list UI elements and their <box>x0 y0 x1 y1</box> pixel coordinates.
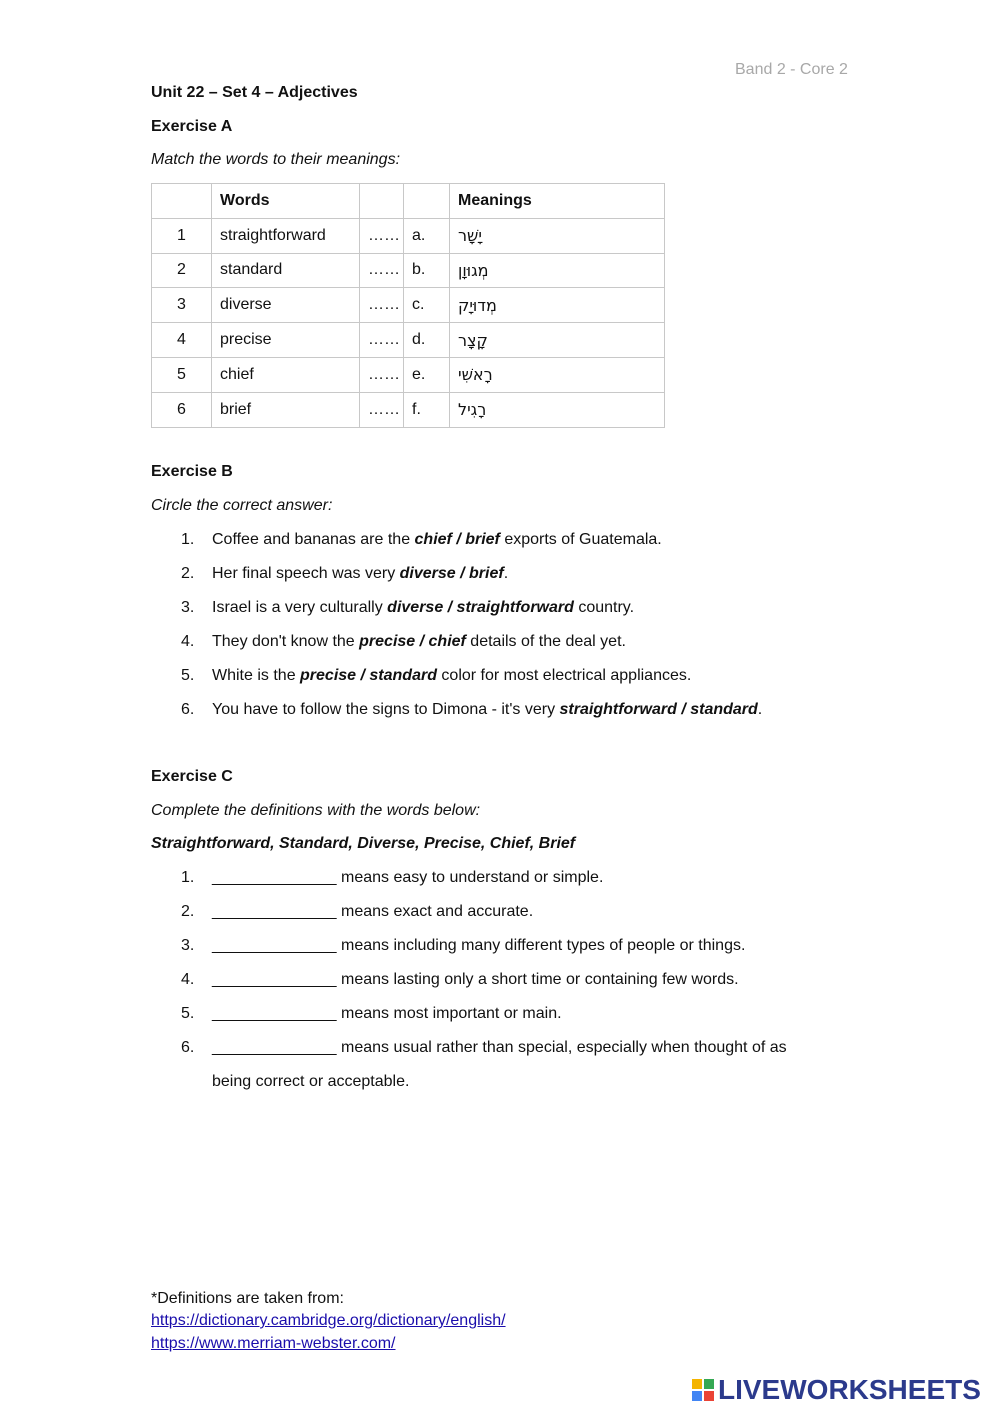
answer-choice[interactable]: chief / brief <box>414 531 500 548</box>
exercise-a-heading: Exercise A <box>151 118 233 135</box>
item-number: 6. <box>181 1039 195 1056</box>
item-number: 3. <box>181 599 195 616</box>
header-cell-words: Words <box>212 184 360 219</box>
table-row <box>152 357 665 392</box>
exercise-c-heading: Exercise C <box>151 768 233 785</box>
row-meaning: רָגִיל <box>450 392 665 427</box>
merriam-webster-link[interactable]: https://www.merriam-webster.com/ <box>151 1335 396 1352</box>
matching-table <box>151 183 665 428</box>
header-cell-meanings: Meanings <box>450 184 665 219</box>
row-letter: e. <box>404 357 450 392</box>
item-sentence: Coffee and bananas are the chief / brief exports of Guatemala. <box>212 531 662 548</box>
row-answer-blank[interactable]: …… <box>360 392 404 427</box>
row-meaning: רָאשִׁי <box>450 357 665 392</box>
table-header-row <box>152 184 665 219</box>
row-num: 3 <box>152 288 212 323</box>
item-number: 2. <box>181 903 195 920</box>
item-sentence: Israel is a very culturally diverse / straightforward country. <box>212 599 635 616</box>
item-number: 3. <box>181 937 195 954</box>
liveworksheets-logo <box>692 1375 981 1405</box>
table-row <box>152 323 665 358</box>
item-number: 1. <box>181 869 195 886</box>
answer-blank[interactable]: ______________ <box>212 1005 337 1022</box>
row-meaning: מְגוּוָן <box>450 253 665 288</box>
table-row <box>152 392 665 427</box>
row-meaning: קָצָר <box>450 323 665 358</box>
answer-choice[interactable]: diverse / brief <box>399 565 504 582</box>
header-cell-num <box>152 184 212 219</box>
row-num: 5 <box>152 357 212 392</box>
answer-choice[interactable]: straightforward / standard <box>559 701 758 718</box>
logo-text: LIVEWORKSHEETS <box>718 1374 981 1405</box>
item-sentence: White is the precise / standard color for most electrical appliances. <box>212 667 692 684</box>
item-number: 4. <box>181 971 195 988</box>
word-bank: Straightforward, Standard, Diverse, Precise, Chief, Brief <box>151 835 576 852</box>
item-number: 5. <box>181 667 195 684</box>
item-number: 4. <box>181 633 195 650</box>
answer-blank[interactable]: ______________ <box>212 869 337 886</box>
answer-choice[interactable]: precise / chief <box>359 633 466 650</box>
row-meaning: מְדוּיָק <box>450 288 665 323</box>
answer-blank[interactable]: ______________ <box>212 903 337 920</box>
definition-text: means exact and accurate. <box>336 903 534 920</box>
exercise-b-instruction: Circle the correct answer: <box>151 497 333 514</box>
row-num: 2 <box>152 253 212 288</box>
item-number: 1. <box>181 531 195 548</box>
row-word: precise <box>212 323 360 358</box>
logo-grid-icon <box>692 1379 714 1401</box>
row-letter: c. <box>404 288 450 323</box>
row-letter: d. <box>404 323 450 358</box>
header-cell-blank <box>360 184 404 219</box>
item-sentence: They don't know the precise / chief details of the deal yet. <box>212 633 626 650</box>
exercise-c-instruction: Complete the definitions with the words below: <box>151 802 481 819</box>
row-answer-blank[interactable]: …… <box>360 253 404 288</box>
row-word: brief <box>212 392 360 427</box>
table-row <box>152 253 665 288</box>
row-word: standard <box>212 253 360 288</box>
row-num: 6 <box>152 392 212 427</box>
row-num: 1 <box>152 218 212 253</box>
answer-choice[interactable]: diverse / straightforward <box>387 599 574 616</box>
table-row <box>152 288 665 323</box>
row-answer-blank[interactable]: …… <box>360 323 404 358</box>
header-tag: Band 2 - Core 2 <box>735 61 848 78</box>
row-letter: f. <box>404 392 450 427</box>
exercise-a-instruction: Match the words to their meanings: <box>151 151 401 168</box>
definition-text: means easy to understand or simple. <box>336 869 604 886</box>
definition-text: means including many different types of people or things. <box>336 937 746 954</box>
exercise-b-heading: Exercise B <box>151 463 233 480</box>
table-row <box>152 218 665 253</box>
answer-blank[interactable]: ______________ <box>212 971 337 988</box>
definition-text: means most important or main. <box>336 1005 562 1022</box>
item-number: 2. <box>181 565 195 582</box>
header-cell-letter <box>404 184 450 219</box>
definition-text: means usual rather than special, especially when thought of as <box>336 1039 787 1056</box>
row-letter: b. <box>404 253 450 288</box>
page-title: Unit 22 – Set 4 – Adjectives <box>151 84 358 101</box>
item-sentence: Her final speech was very diverse / brief. <box>212 565 509 582</box>
answer-choice[interactable]: precise / standard <box>300 667 437 684</box>
row-answer-blank[interactable]: …… <box>360 357 404 392</box>
item-number: 6. <box>181 701 195 718</box>
row-answer-blank[interactable]: …… <box>360 288 404 323</box>
item-sentence: You have to follow the signs to Dimona - it's very straightforward / standard. <box>212 701 763 718</box>
cambridge-link[interactable]: https://dictionary.cambridge.org/dictionary/english/ <box>151 1312 506 1329</box>
footer-note: *Definitions are taken from: <box>151 1290 344 1307</box>
row-word: chief <box>212 357 360 392</box>
row-word: straightforward <box>212 218 360 253</box>
definition-text: means lasting only a short time or containing few words. <box>336 971 739 988</box>
row-letter: a. <box>404 218 450 253</box>
row-meaning: יָשָׁר <box>450 218 665 253</box>
item-number: 5. <box>181 1005 195 1022</box>
row-answer-blank[interactable]: …… <box>360 218 404 253</box>
row-word: diverse <box>212 288 360 323</box>
row-num: 4 <box>152 323 212 358</box>
answer-blank[interactable]: ______________ <box>212 937 337 954</box>
definition-continuation: being correct or acceptable. <box>212 1073 410 1090</box>
answer-blank[interactable]: ______________ <box>212 1039 337 1056</box>
